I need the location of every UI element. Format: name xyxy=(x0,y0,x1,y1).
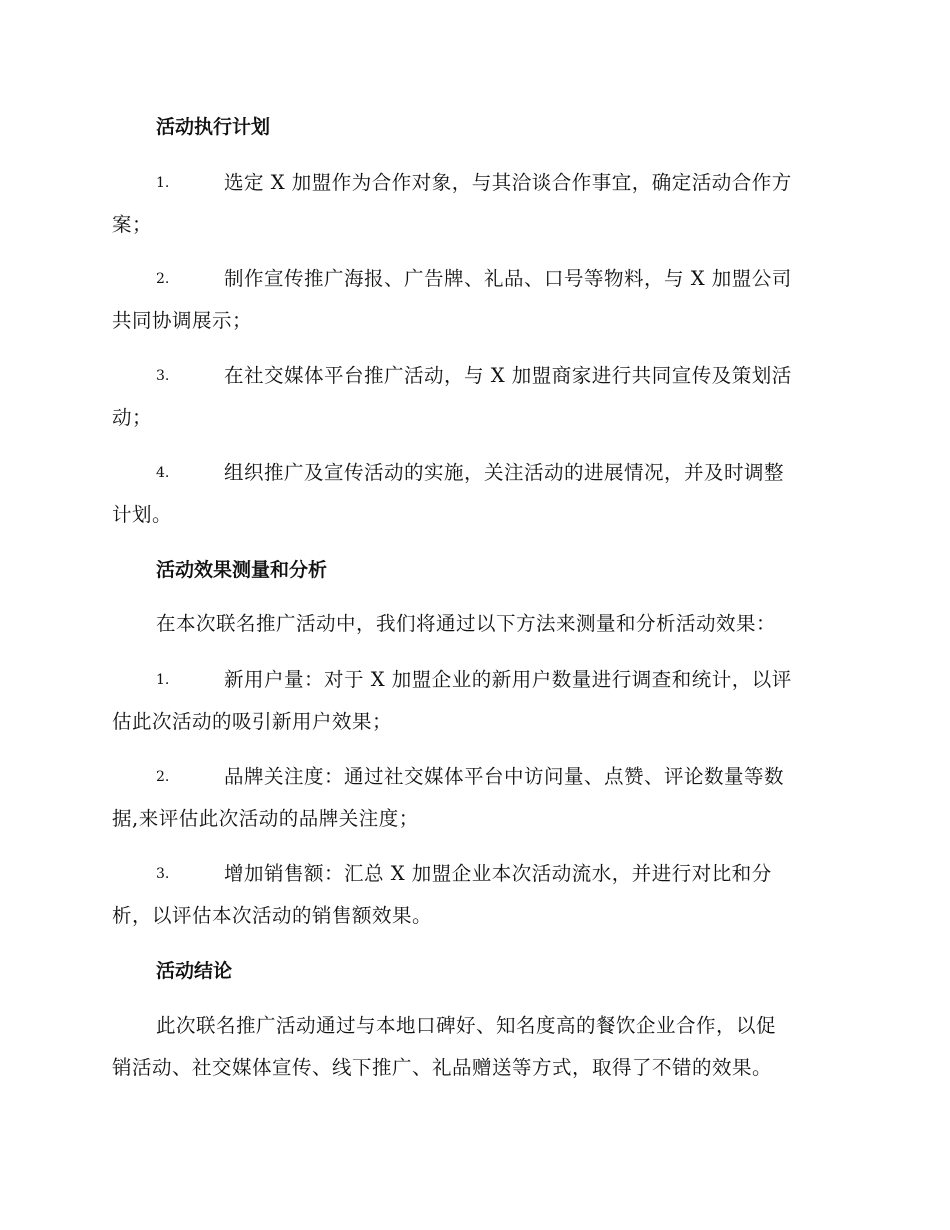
list-number: 3. xyxy=(156,368,170,384)
list-item-text-continued: 析，以评估本次活动的销售额效果。 xyxy=(112,904,433,927)
list-number: 4. xyxy=(156,465,170,481)
list-item xyxy=(112,162,842,246)
list-item-text-continued: 估此次活动的吸引新用户效果； xyxy=(112,710,393,733)
list-item-text: 品牌关注度：通过社交媒体平台中访问量、点赞、评论数量等数 xyxy=(224,765,785,788)
list-item xyxy=(112,853,842,937)
list-item-text-continued: 据,来评估此次活动的品牌关注度； xyxy=(112,807,419,830)
intro-text: 在本次联名推广活动中，我们将通过以下方法来测量和分析活动效果： xyxy=(156,612,777,635)
list-item-text: 选定 X 加盟作为合作对象，与其洽谈合作事宜，确定活动合作方 xyxy=(224,171,792,194)
list-item-text-continued: 计划。 xyxy=(112,503,173,526)
list-item-text: 新用户量：对于 X 加盟企业的新用户数量进行调查和统计，以评 xyxy=(224,668,792,691)
list-number: 2. xyxy=(156,271,170,287)
list-number: 2. xyxy=(156,769,170,785)
section-title-execution-plan: 活动执行计划 xyxy=(156,116,271,138)
list-item xyxy=(112,659,842,743)
conclusion-text-continued: 销活动、社交媒体宣传、线下推广、礼品赠送等方式，取得了不错的效果。 xyxy=(112,1056,773,1079)
list-item-text-continued: 动； xyxy=(112,406,153,429)
list-item xyxy=(112,258,842,342)
section-intro xyxy=(112,603,842,645)
list-item xyxy=(112,355,842,439)
list-number: 3. xyxy=(156,866,170,882)
conclusion-paragraph xyxy=(112,1005,842,1089)
list-item-text: 制作宣传推广海报、广告牌、礼品、口号等物料，与 X 加盟公司 xyxy=(224,267,792,290)
conclusion-text: 此次联名推广活动通过与本地口碑好、知名度高的餐饮企业合作，以促 xyxy=(156,1014,777,1037)
list-item-text: 在社交媒体平台推广活动，与 X 加盟商家进行共同宣传及策划活 xyxy=(224,364,792,387)
list-number: 1. xyxy=(156,175,170,191)
list-item-text: 增加销售额：汇总 X 加盟企业本次活动流水，并进行对比和分 xyxy=(224,862,772,885)
section-title-conclusion: 活动结论 xyxy=(156,960,233,982)
list-number: 1. xyxy=(156,672,170,688)
list-item-text-continued: 案； xyxy=(112,213,153,236)
list-item-text: 组织推广及宣传活动的实施，关注活动的进展情况，并及时调整 xyxy=(224,461,785,484)
list-item-text-continued: 共同协调展示； xyxy=(112,309,253,332)
list-item xyxy=(112,452,842,536)
list-item xyxy=(112,756,842,840)
section-title-measurement: 活动效果测量和分析 xyxy=(156,559,328,581)
